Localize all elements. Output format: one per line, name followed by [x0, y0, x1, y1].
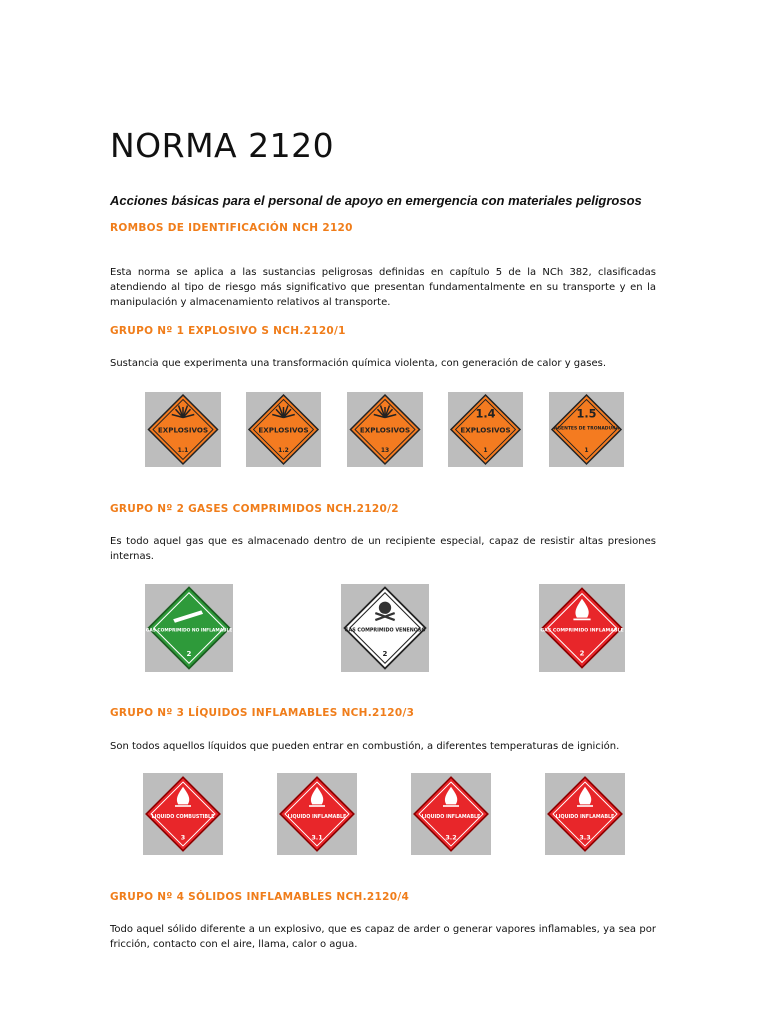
liquido-inflamable-3-1-label [277, 773, 357, 855]
group-4-heading: GRUPO Nº 4 SÓLIDOS INFLAMABLES NCH.2120/4 [110, 891, 410, 903]
label-number: 2 [382, 649, 388, 659]
label-number: 2 [579, 649, 585, 658]
gas-venenoso-label [341, 584, 429, 672]
label-number: 1.1 [177, 447, 189, 454]
label-number: 3.2 [445, 833, 457, 842]
label-number: 1 [584, 447, 589, 454]
label-text: LIQUIDO COMBUSTIBLE [151, 815, 215, 820]
explosive-1-2-label [246, 392, 321, 467]
group-1-description: Sustancia que experimenta una transformación química violenta, con generación de calor y gases. [110, 358, 607, 369]
label-number: 3.3 [579, 833, 591, 842]
label-text: AGENTES DE TRONADURA [553, 426, 620, 432]
gas-no-inflamable-label [145, 584, 233, 672]
label-text: GAS COMPRIMIDO VENENOSO [344, 628, 426, 634]
label-text: LIQUIDO INFLAMABLE [287, 815, 347, 820]
label-number: 1.2 [278, 447, 289, 454]
division-number: 1.4 [475, 407, 496, 421]
gas-inflamable-label [539, 584, 625, 672]
explosive-1-1-label [145, 392, 221, 467]
label-number: 2 [186, 649, 192, 659]
label-text: LIQUIDO INFLAMABLE [421, 815, 481, 820]
group-2-heading: GRUPO Nº 2 GASES COMPRIMIDOS NCH.2120/2 [110, 503, 399, 515]
label-number: 1 [483, 447, 488, 454]
group-2-description: Es todo aquel gas que es almacenado dentro de un recipiente especial, capaz de resistir altas presiones internas. [110, 536, 656, 562]
group-3-heading: GRUPO Nº 3 LÍQUIDOS INFLAMABLES NCH.2120/3 [110, 707, 415, 719]
liquido-inflamable-3-3-label [545, 773, 625, 855]
explosive-1-3-label [347, 392, 423, 467]
intro-paragraph: Esta norma se aplica a las sustancias peligrosas definidas en capítulo 5 de la NCh 382, clasificadas atendiendo al tipo de riesgo más significativo que presentan fundamentalmente en su transporte y en la manipulación y almacenamiento relativos al transporte. [110, 267, 656, 308]
liquido-combustible-label [143, 773, 223, 855]
label-number: 13 [380, 447, 390, 454]
label-text: GAS COMPRIMIDO NO INFLAMABLE [145, 628, 233, 634]
label-text: EXPLOSIVOS [359, 425, 411, 435]
label-text: EXPLOSIVOS [258, 425, 309, 435]
explosive-1-4-label [448, 392, 523, 467]
group-1-heading: GRUPO Nº 1 EXPLOSIVO S NCH.2120/1 [110, 325, 346, 337]
label-text: EXPLOSIVOS [460, 425, 511, 435]
label-number: 3 [180, 833, 186, 842]
rombos-heading: ROMBOS DE IDENTIFICACIÓN NCH 2120 [110, 222, 353, 234]
label-text: LIQUIDO INFLAMABLE [555, 815, 615, 820]
label-text: GAS COMPRIMIDO INFLAMABLE [540, 628, 624, 634]
group-4-description: Todo aquel sólido diferente a un explosivo, que es capaz de arder o generar vapores inflamables, ya sea por fricción, contacto con el aire, llama, calor o agua. [110, 924, 656, 950]
subtitle: Acciones básicas para el personal de apoyo en emergencia con materiales peligrosos [110, 193, 642, 208]
group-3-description: Son todos aquellos líquidos que pueden entrar en combustión, a diferentes temperaturas de ignición. [110, 741, 620, 752]
label-number: 3.1 [311, 833, 323, 842]
label-text: EXPLOSIVOS [157, 425, 209, 435]
explosive-1-5-label [549, 392, 624, 467]
division-number: 1.5 [576, 407, 597, 421]
page-title: NORMA 2120 [110, 126, 335, 165]
liquido-inflamable-3-2-label [411, 773, 491, 855]
